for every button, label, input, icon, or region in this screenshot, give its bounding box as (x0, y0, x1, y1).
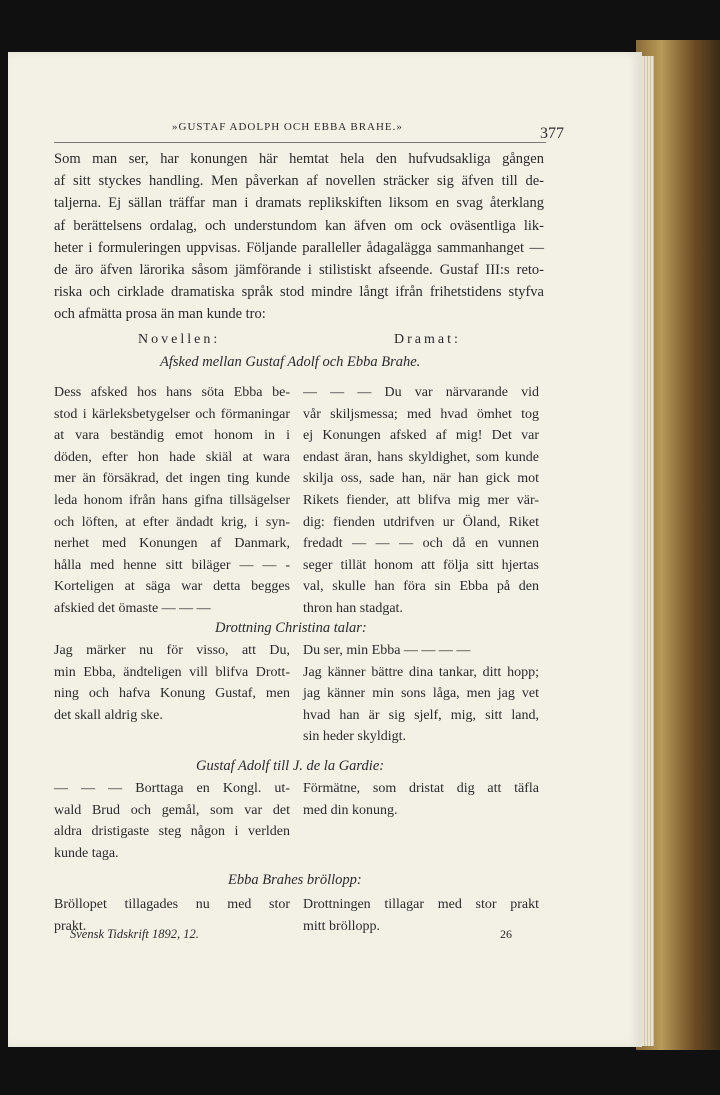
page-number: 377 (540, 125, 564, 142)
column-line: stod i kärleksbetygelser och förmaningar (54, 406, 290, 422)
column-line: at vara beständig emot honom in i (54, 428, 290, 444)
intro-line: heter i formuleringen uppvisas. Följande paralleller ådagalägga sammanhanget — (54, 239, 544, 256)
intro-line: riska och cirklade dramatiska språk stod mindre långt ifrån frihetstidens styfva (54, 284, 544, 301)
column-line: afskied det ömaste — — — (54, 600, 211, 616)
column-line: nerhet med Konungen af Danmark, (54, 536, 290, 552)
novel-column (54, 382, 290, 620)
column-line: hålla med henne sitt biläger — — - (54, 557, 290, 573)
column-line: döden, efter hon hade skiäl at wara (54, 449, 290, 465)
column-line: val, skulle han föra sin Ebba på den (303, 579, 539, 595)
column-line: mer än försäkrad, det ingen ting kunde (54, 471, 290, 487)
column-line: jag känner min sons låga, men jag vet (303, 686, 539, 702)
column-line: Rikets fiender, att blifva mig mer vär- (303, 492, 539, 508)
column-line: min Ebba, ändteligen vill blifva Drott- (54, 664, 290, 680)
column-line: Bröllopet tillagades nu med stor (54, 897, 290, 912)
column-line: Jag märker nu för visso, att Du, (54, 643, 290, 658)
column-line: Korteligen at säga war detta begges (54, 579, 290, 595)
column-line: seger tillät honom att följa sitt hjertas (303, 557, 539, 573)
novel-column (54, 640, 290, 726)
column-line: det skall aldrig ske. (54, 707, 163, 723)
column-line: — — — Du var närvarande vid (303, 385, 539, 400)
drama-column (303, 382, 539, 620)
column-line: ning och hafva Konung Gustaf, men (54, 686, 290, 702)
column-line: och löften, at efter ändadt krig, i syn- (54, 514, 290, 530)
column-line: thron han stadgat. (303, 600, 403, 616)
intro-line: de äro äfven lärorika såsom jämförande i stilistiskt afseende. Gustaf III:s reto- (54, 262, 544, 279)
drama-column (303, 778, 539, 821)
column-line: med din konung. (303, 802, 398, 818)
column-line: skilja oss, sade han, när han gick mot (303, 471, 539, 487)
column-line: Jag känner bättre dina tankar, ditt hopp; (303, 664, 539, 680)
running-header: »GUSTAF ADOLPH OCH EBBA BRAHE.» (172, 121, 403, 133)
section-heading: Afsked mellan Gustaf Adolf och Ebba Brahe. (160, 354, 421, 370)
column-line: ej Konungen afsked af mig! Det var (303, 428, 539, 444)
column-line: hvad han är sig sjelf, mig, sitt land, (303, 707, 539, 723)
intro-paragraph (54, 148, 544, 326)
column-line: fredadt — — — och då en vunnen (303, 536, 539, 552)
column-line: Förmätne, som dristat dig att täfla (303, 781, 539, 796)
column-line: endast äran, hans skyldighet, som kunde (303, 449, 539, 465)
intro-line: taljerna. Ej sällan träffar man i dramats replikskiften liksom en svag återklang (54, 195, 544, 212)
intro-line: Som man ser, har konungen här hemtat hela den hufvudsakliga gången (54, 151, 544, 167)
drama-column (303, 640, 539, 748)
section-heading: Ebba Brahes bröllopp: (228, 872, 362, 888)
header-rule (54, 142, 546, 143)
section-heading: Drottning Christina talar: (215, 620, 367, 636)
page-edges (642, 56, 654, 1046)
novel-column (54, 778, 290, 864)
column-line: vår skiljsmessa; med hvad ömhet tog (303, 406, 539, 422)
column-line: mitt bröllopp. (303, 918, 380, 934)
column-line: Du ser, min Ebba — — — — (303, 643, 471, 658)
column-heading-right: Dramat: (394, 332, 461, 347)
intro-line: af sitt styckes handling. Men påverkan af novellen sträcker sig äfven till de- (54, 173, 544, 190)
column-line: wald Brud och gemål, som var det (54, 802, 290, 818)
section-heading: Gustaf Adolf till J. de la Gardie: (196, 758, 385, 774)
intro-line: af berättelsens ordalag, och understundom kan äfven om ock oväsentliga lik- (54, 217, 544, 234)
column-heading-left: Novellen: (138, 332, 221, 347)
column-line: — — — Borttaga en Kongl. ut- (54, 781, 290, 796)
column-line: prakt. (54, 918, 87, 934)
signature-mark: 26 (500, 927, 512, 941)
journal-footnote: Svensk Tidskrift 1892, 12. (70, 927, 199, 941)
column-line: kunde taga. (54, 845, 119, 861)
column-line: aldra dristigaste steg någon i verlden (54, 824, 290, 840)
column-line: leda honom ifrån hans gifna tillsägelser (54, 492, 290, 508)
intro-line: och afmätta prosa än man kunde tro: (54, 306, 266, 323)
column-line: Dess afsked hos hans söta Ebba be- (54, 385, 290, 400)
column-line: Drottningen tillagar med stor prakt (303, 897, 539, 912)
column-line: sin heder skyldigt. (303, 729, 407, 745)
column-line: dig: fienden utdrifven ur Öland, Riket (303, 514, 539, 530)
